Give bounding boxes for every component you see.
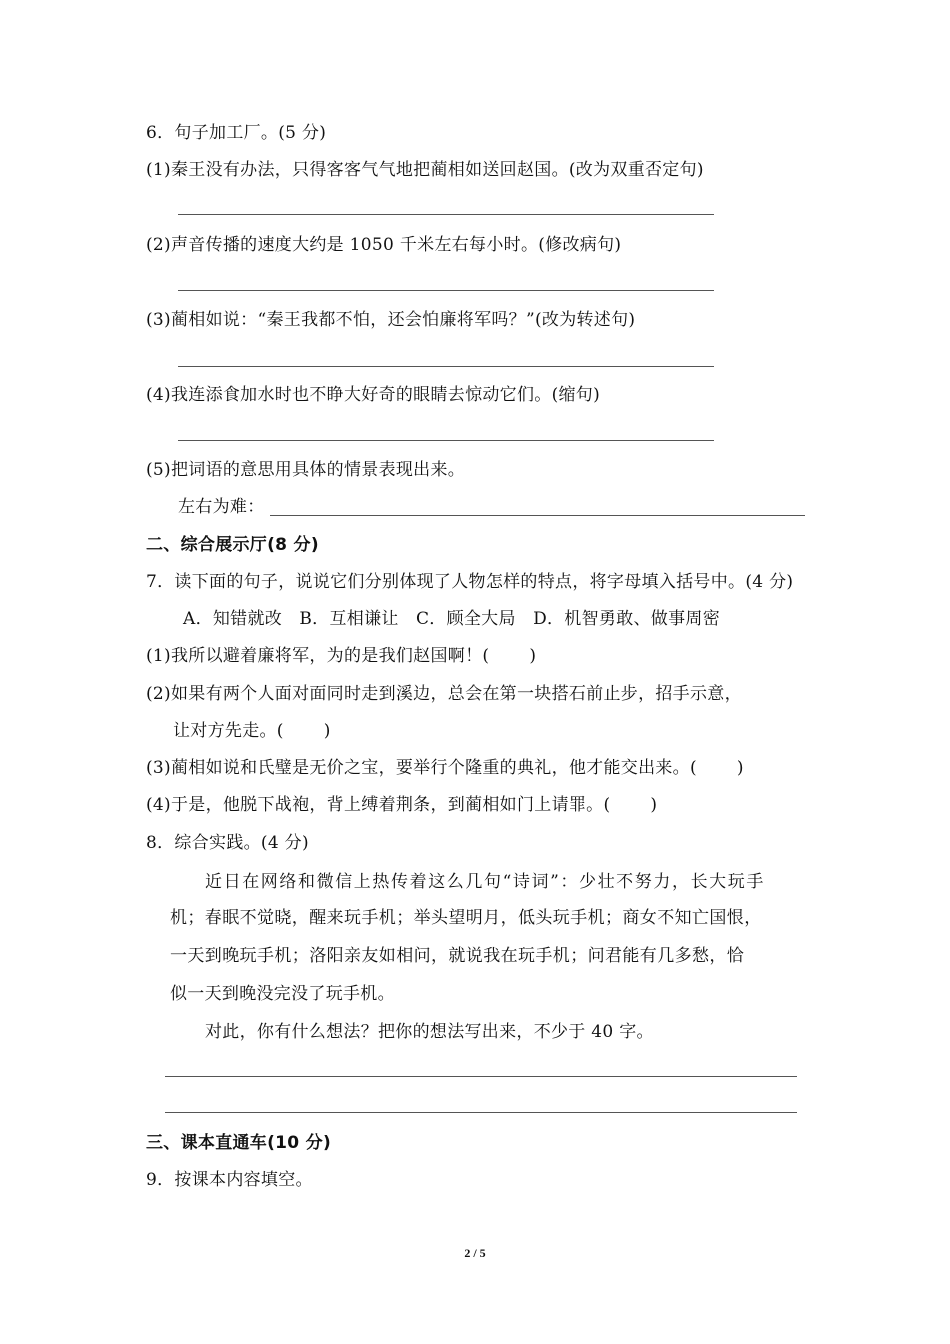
section-2-title: 二、综合展示厅(8 分)	[146, 535, 319, 555]
q6-item-3: (3)蔺相如说：“秦王我都不怕，还会怕廉将军吗？”(改为转述句)	[146, 310, 636, 330]
q9-title: 9．按课本内容填空。	[146, 1170, 313, 1190]
q7-title: 7．读下面的句子，说说它们分别体现了人物怎样的特点，将字母填入括号中。(4 分)	[146, 572, 794, 592]
q6-item-1: (1)秦王没有办法，只得客客气气地把蔺相如送回赵国。(改为双重否定句)	[146, 160, 704, 180]
answer-line	[178, 290, 714, 291]
q8-prompt: 对此，你有什么想法？把你的想法写出来，不少于 40 字。	[205, 1022, 654, 1042]
answer-line	[165, 1076, 797, 1077]
q8-passage-line: 一天到晚玩手机；洛阳亲友如相问，就说我在玩手机；问君能有几多愁，恰	[170, 946, 745, 966]
q8-passage-line: 似一天到晚没完没了玩手机。	[170, 984, 395, 1004]
answer-line	[165, 1112, 797, 1113]
q8-title: 8．综合实践。(4 分)	[146, 833, 309, 853]
q8-passage-line: 机；春眠不觉晓，醒来玩手机；举头望明月，低头玩手机；商女不知亡国恨，	[170, 908, 762, 928]
q6-item-2: (2)声音传播的速度大约是 1050 千米左右每小时。(修改病句)	[146, 235, 622, 255]
answer-line	[178, 440, 714, 441]
section-3-title: 三、课本直通车(10 分)	[146, 1133, 332, 1153]
q7-item-2: (2)如果有两个人面对面同时走到溪边，总会在第一块搭石前止步，招手示意，	[146, 684, 742, 704]
q7-item-2-cont: 让对方先走。( )	[173, 721, 331, 741]
q7-item-4: (4)于是，他脱下战袍，背上缚着荆条，到蔺相如门上请罪。( )	[146, 795, 658, 815]
answer-line	[178, 214, 714, 215]
q6-item-5: (5)把词语的意思用具体的情景表现出来。	[146, 460, 466, 480]
q6-phrase-label: 左右为难：	[178, 497, 265, 517]
q6-item-4: (4)我连添食加水时也不睁大好奇的眼睛去惊动它们。(缩句)	[146, 385, 601, 405]
q8-passage-line: 近日在网络和微信上热传着这么几句“诗词”：少壮不努力，长大玩手	[205, 872, 765, 892]
answer-line	[270, 515, 805, 516]
page-number: 2 / 5	[464, 1246, 486, 1260]
q7-item-3: (3)蔺相如说和氏璧是无价之宝，要举行个隆重的典礼，他才能交出来。( )	[146, 758, 744, 778]
q6-title: 6．句子加工厂。(5 分)	[146, 123, 327, 143]
q7-options: A．知错就改 B．互相谦让 C．顾全大局 D．机智勇敢、做事周密	[183, 609, 721, 629]
q7-item-1: (1)我所以避着廉将军，为的是我们赵国啊！( )	[146, 646, 537, 666]
answer-line	[178, 366, 714, 367]
